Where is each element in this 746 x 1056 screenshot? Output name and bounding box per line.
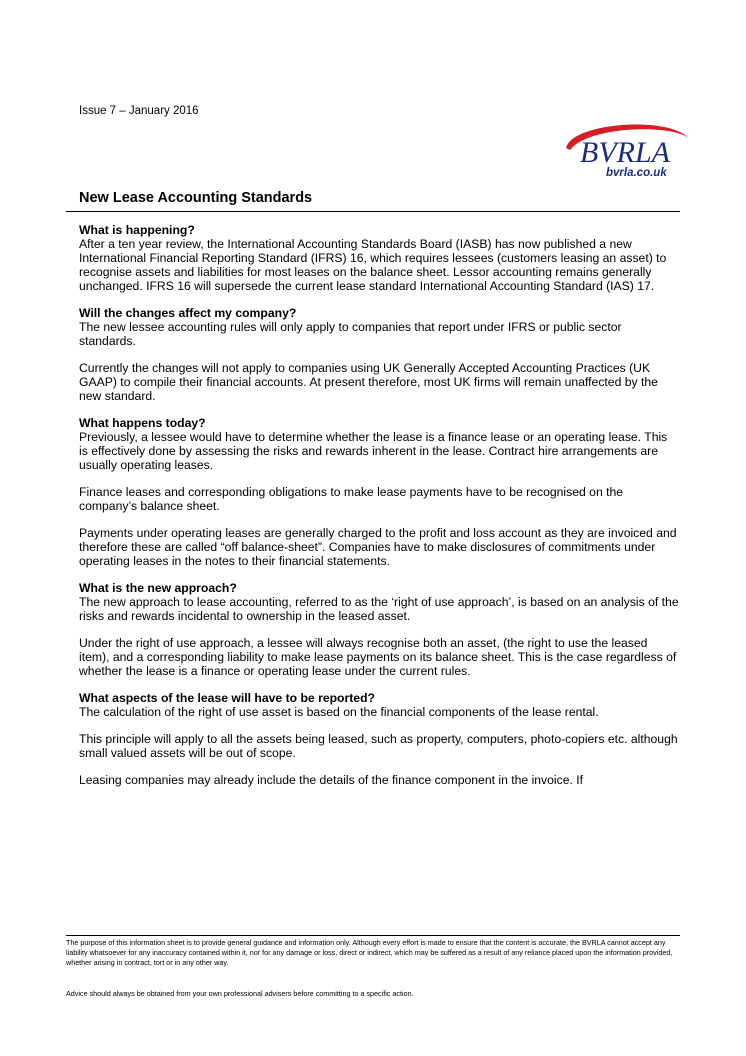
issue-date: Issue 7 – January 2016 [79,105,199,117]
paragraph: The new approach to lease accounting, referred to as the ‘right of use approach’, is based on an analysis of the risks and rewards incidental to ownership in the leased asset. [79,595,679,623]
paragraph: Payments under operating leases are generally charged to the profit and loss account as they are invoiced and therefore these are called “off balance-sheet”. Companies have to make disclosures of commitments under operating leases in the notes to their financial statements. [79,526,677,568]
section-heading: Will the changes affect my company? [79,306,297,320]
paragraph: Currently the changes will not apply to companies using UK Generally Accepted Accounting Practices (UK GAAP) to compile their financial accounts. At present therefore, most UK firms will remain unaffected by the new standard. [79,361,658,403]
footer-divider [66,935,680,936]
paragraph: Previously, a lessee would have to determine whether the lease is a finance lease or an operating lease. This is effectively done by assessing the risks and rewards inherent in the lease. Contract hire arrangements are usually operating leases. [79,430,668,472]
section-heading: What is happening? [79,223,195,237]
footer-disclaimer: The purpose of this information sheet is to provide general guidance and information only. Although every effort is made to ensure that the content is accurate, the BVRLA cannot accept any liability whatsoever for any inaccuracy contained within it, nor for any damage or loss, direct or indirect, which may be suffered as a result of any reliance placed upon the information provided, whether arising in contract, tort or in any other way. [66,938,673,967]
footer-advice: Advice should always be obtained from your own professional advisers before committing to a specific action. [66,989,414,998]
paragraph: After a ten year review, the International Accounting Standards Board (IASB) has now published a new International Financial Reporting Standard (IFRS) 16, which requires lessees (customers leasing an asset) to recognise assets and liabilities for most leases on the balance sheet. Lessor accounting remains generally unchanged. IFRS 16 will supersede the current lease standard International Accounting Standard (IAS) 17. [79,237,667,293]
footer [66,938,682,999]
paragraph: This principle will apply to all the assets being leased, such as property, computers, photo-copiers etc. although small valued assets will be out of scope. [79,732,678,760]
logo-wordmark: BVRLA [580,136,670,169]
logo-url: bvrla.co.uk [606,167,667,179]
section-heading: What happens today? [79,416,206,430]
document-body [79,223,679,800]
paragraph: The new lessee accounting rules will only apply to companies that report under IFRS or public sector standards. [79,320,622,348]
section-heading: What aspects of the lease will have to be reported? [79,691,375,705]
document-title: New Lease Accounting Standards [79,190,313,206]
title-divider [66,211,680,212]
paragraph: Under the right of use approach, a lessee will always recognise both an asset, (the right to use the leased item), and a corresponding liability to make lease payments on its balance sheet. This is the case regardless of whether the lease is a finance or operating lease under the current rules. [79,636,677,678]
paragraph: Leasing companies may already include the details of the finance component in the invoice. If [79,773,584,787]
bvrla-logo [560,118,690,180]
paragraph: The calculation of the right of use asset is based on the financial components of the lease rental. [79,705,599,719]
section-heading: What is the new approach? [79,581,237,595]
paragraph: Finance leases and corresponding obligations to make lease payments have to be recognised on the company’s balance sheet. [79,485,624,513]
